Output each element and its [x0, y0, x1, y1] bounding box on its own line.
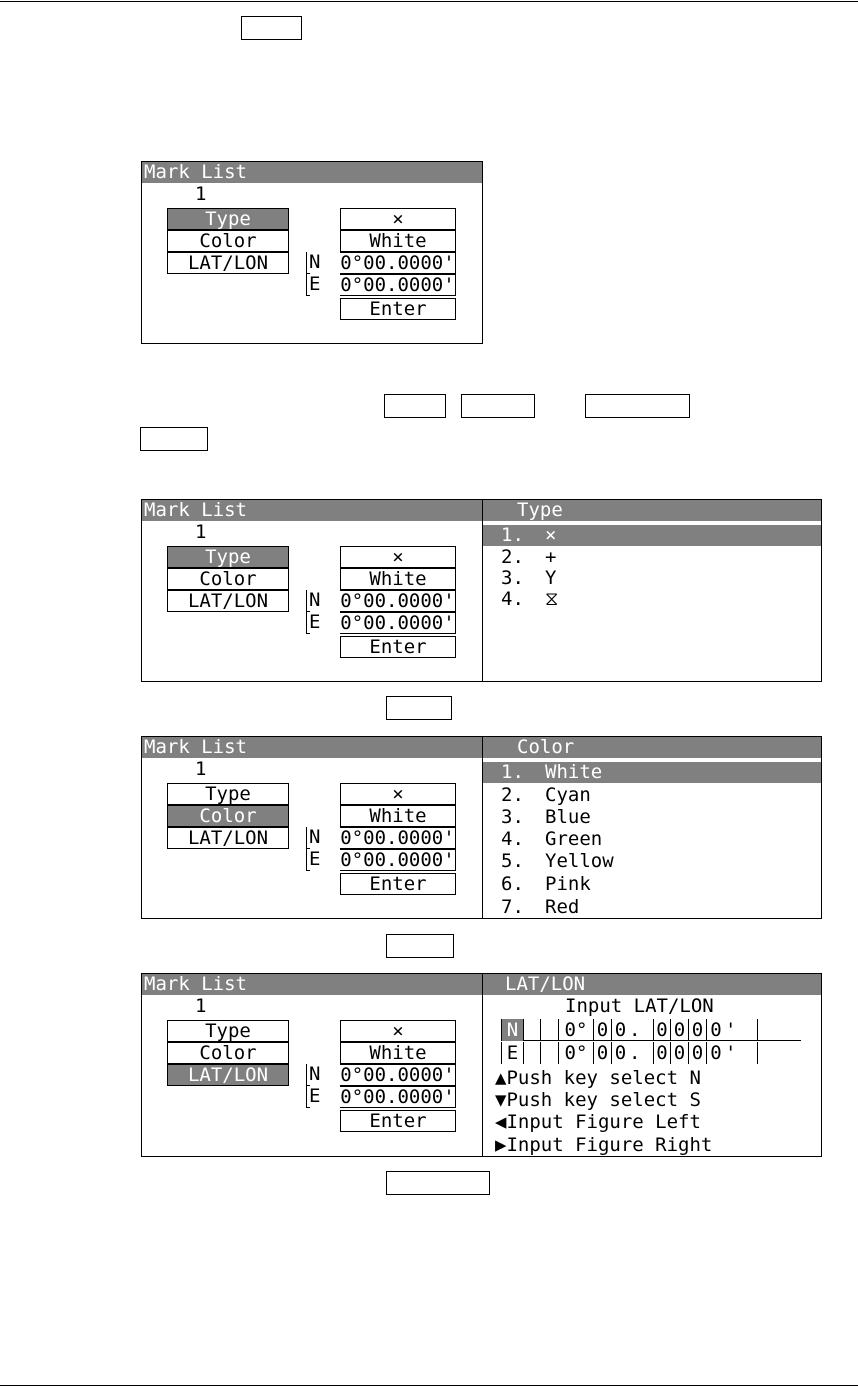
- dot-cell: .: [629, 1019, 641, 1041]
- latlon-input-subtitle: Input LAT/LON: [565, 995, 714, 1017]
- color-option-2[interactable]: 2. Cyan: [501, 784, 591, 806]
- color-option-6[interactable]: 6. Pink: [501, 873, 591, 895]
- mark-number: 1: [195, 183, 207, 205]
- dec-cell-3[interactable]: 0: [689, 1042, 707, 1064]
- screen-title: Mark List: [142, 974, 822, 995]
- type-value: ×: [340, 783, 456, 805]
- min-cell-2[interactable]: 0: [614, 1042, 627, 1064]
- color-option-3[interactable]: 3. Blue: [501, 806, 591, 828]
- dec-cell-1[interactable]: 0: [653, 1019, 671, 1041]
- unit-cell: ': [725, 1019, 758, 1041]
- key-symbol-7: [386, 934, 454, 958]
- lon-label: E: [309, 611, 321, 633]
- color-value: White: [340, 230, 456, 252]
- deg-cell[interactable]: 0°: [559, 1042, 594, 1064]
- menu-latlon[interactable]: LAT/LON: [167, 252, 289, 274]
- type-panel: [483, 500, 822, 682]
- mark-list-screen-1: [141, 161, 483, 344]
- dec-cell-4[interactable]: 0: [710, 1019, 722, 1041]
- menu-type[interactable]: Type: [167, 208, 289, 230]
- key-symbol-1: [241, 16, 302, 40]
- key-symbol-2: [384, 394, 446, 418]
- menu-latlon[interactable]: LAT/LON: [167, 1064, 289, 1086]
- key-symbol-4: [585, 394, 690, 418]
- dec-cell-2[interactable]: 0: [671, 1019, 689, 1041]
- screen-title: Mark List: [142, 162, 482, 183]
- dec-cell-1[interactable]: 0: [653, 1042, 671, 1064]
- min-cell-1[interactable]: 0: [594, 1019, 612, 1041]
- menu-type[interactable]: Type: [167, 1020, 289, 1042]
- color-option-5[interactable]: 5. Yellow: [501, 850, 614, 872]
- hemisphere-e-cell[interactable]: E: [502, 1042, 524, 1064]
- min-cell-2[interactable]: 0: [614, 1019, 627, 1041]
- menu-color[interactable]: Color: [167, 568, 289, 590]
- menu-color[interactable]: Color: [167, 1042, 289, 1064]
- key-symbol-5: [140, 427, 208, 451]
- lat-value: 0°00.0000': [340, 590, 455, 612]
- color-panel-heading: Color: [483, 737, 822, 758]
- latlon-input-row-n: [501, 1019, 801, 1041]
- dec-cell-3[interactable]: 0: [689, 1019, 707, 1041]
- mark-list-screen-color: [141, 736, 822, 919]
- blank-cell: [524, 1019, 541, 1041]
- enter-button[interactable]: Enter: [340, 1110, 456, 1132]
- lat-label: N: [309, 1063, 321, 1085]
- instruction-figure-right: ▶Input Figure Right: [495, 1134, 713, 1156]
- lat-label: N: [309, 826, 321, 848]
- mark-number: 1: [195, 521, 207, 543]
- mark-list-screen-type: [141, 499, 822, 682]
- blank-cell: [524, 1042, 541, 1064]
- mark-number: 1: [195, 995, 207, 1017]
- key-symbol-3: [461, 394, 535, 418]
- lat-value: 0°00.0000': [340, 1064, 455, 1086]
- menu-color[interactable]: Color: [167, 805, 289, 827]
- color-option-4[interactable]: 4. Green: [501, 828, 603, 850]
- lon-label: E: [309, 273, 321, 295]
- top-rule: [0, 1, 858, 2]
- type-option-1[interactable]: 1. ×: [483, 525, 822, 546]
- key-symbol-6: [386, 696, 452, 720]
- min-cell-1[interactable]: 0: [594, 1042, 612, 1064]
- lat-value: 0°00.0000': [340, 252, 455, 274]
- type-option-2[interactable]: 2. +: [501, 546, 557, 568]
- type-value: ×: [340, 546, 456, 568]
- latlon-panel-heading: LAT/LON: [483, 974, 822, 995]
- hemisphere-n-cell[interactable]: N: [502, 1019, 524, 1041]
- screen-title: Mark List: [142, 500, 822, 521]
- menu-type[interactable]: Type: [167, 783, 289, 805]
- dot-cell: .: [629, 1042, 641, 1064]
- color-value: White: [340, 568, 456, 590]
- color-value: White: [340, 805, 456, 827]
- type-value: ×: [340, 1020, 456, 1042]
- enter-button[interactable]: Enter: [340, 636, 456, 658]
- lon-value: 0°00.0000': [340, 1086, 455, 1108]
- unit-cell: ': [725, 1042, 758, 1064]
- dec-cell-2[interactable]: 0: [671, 1042, 689, 1064]
- type-panel-heading: Type: [483, 500, 822, 521]
- lat-value: 0°00.0000': [340, 827, 455, 849]
- color-option-1[interactable]: 1. White: [483, 762, 822, 783]
- key-symbol-8: [386, 1171, 490, 1195]
- lon-value: 0°00.0000': [340, 849, 455, 871]
- type-value: ×: [340, 208, 456, 230]
- screen-title: Mark List: [142, 737, 822, 758]
- instruction-figure-left: ◀Input Figure Left: [495, 1111, 701, 1133]
- color-option-7[interactable]: 7. Red: [501, 896, 580, 918]
- latlon-panel: [483, 974, 822, 1157]
- instruction-select-n: ▲Push key select N: [495, 1067, 701, 1089]
- lat-label: N: [309, 589, 321, 611]
- lon-label: E: [309, 848, 321, 870]
- enter-button[interactable]: Enter: [340, 873, 456, 895]
- lon-value: 0°00.0000': [340, 612, 455, 634]
- mark-number: 1: [195, 758, 207, 780]
- lon-value: 0°00.0000': [340, 274, 455, 296]
- blank-cell: [541, 1042, 559, 1064]
- menu-latlon[interactable]: LAT/LON: [167, 590, 289, 612]
- type-option-3[interactable]: 3. Y: [501, 567, 557, 589]
- lat-label: N: [309, 251, 321, 273]
- latlon-input-row-e: [501, 1042, 801, 1064]
- color-value: White: [340, 1042, 456, 1064]
- mark-list-screen-latlon: [141, 973, 822, 1157]
- blank-cell: [541, 1019, 559, 1041]
- menu-latlon[interactable]: LAT/LON: [167, 827, 289, 849]
- lon-label: E: [309, 1085, 321, 1107]
- deg-cell[interactable]: 0°: [559, 1019, 594, 1041]
- dec-cell-4[interactable]: 0: [710, 1042, 722, 1064]
- color-panel: [483, 737, 822, 919]
- type-option-4[interactable]: 4. ⧖: [501, 588, 559, 610]
- instruction-select-s: ▼Push key select S: [495, 1089, 701, 1111]
- menu-color[interactable]: Color: [167, 230, 289, 252]
- menu-type[interactable]: Type: [167, 546, 289, 568]
- enter-button[interactable]: Enter: [340, 298, 456, 320]
